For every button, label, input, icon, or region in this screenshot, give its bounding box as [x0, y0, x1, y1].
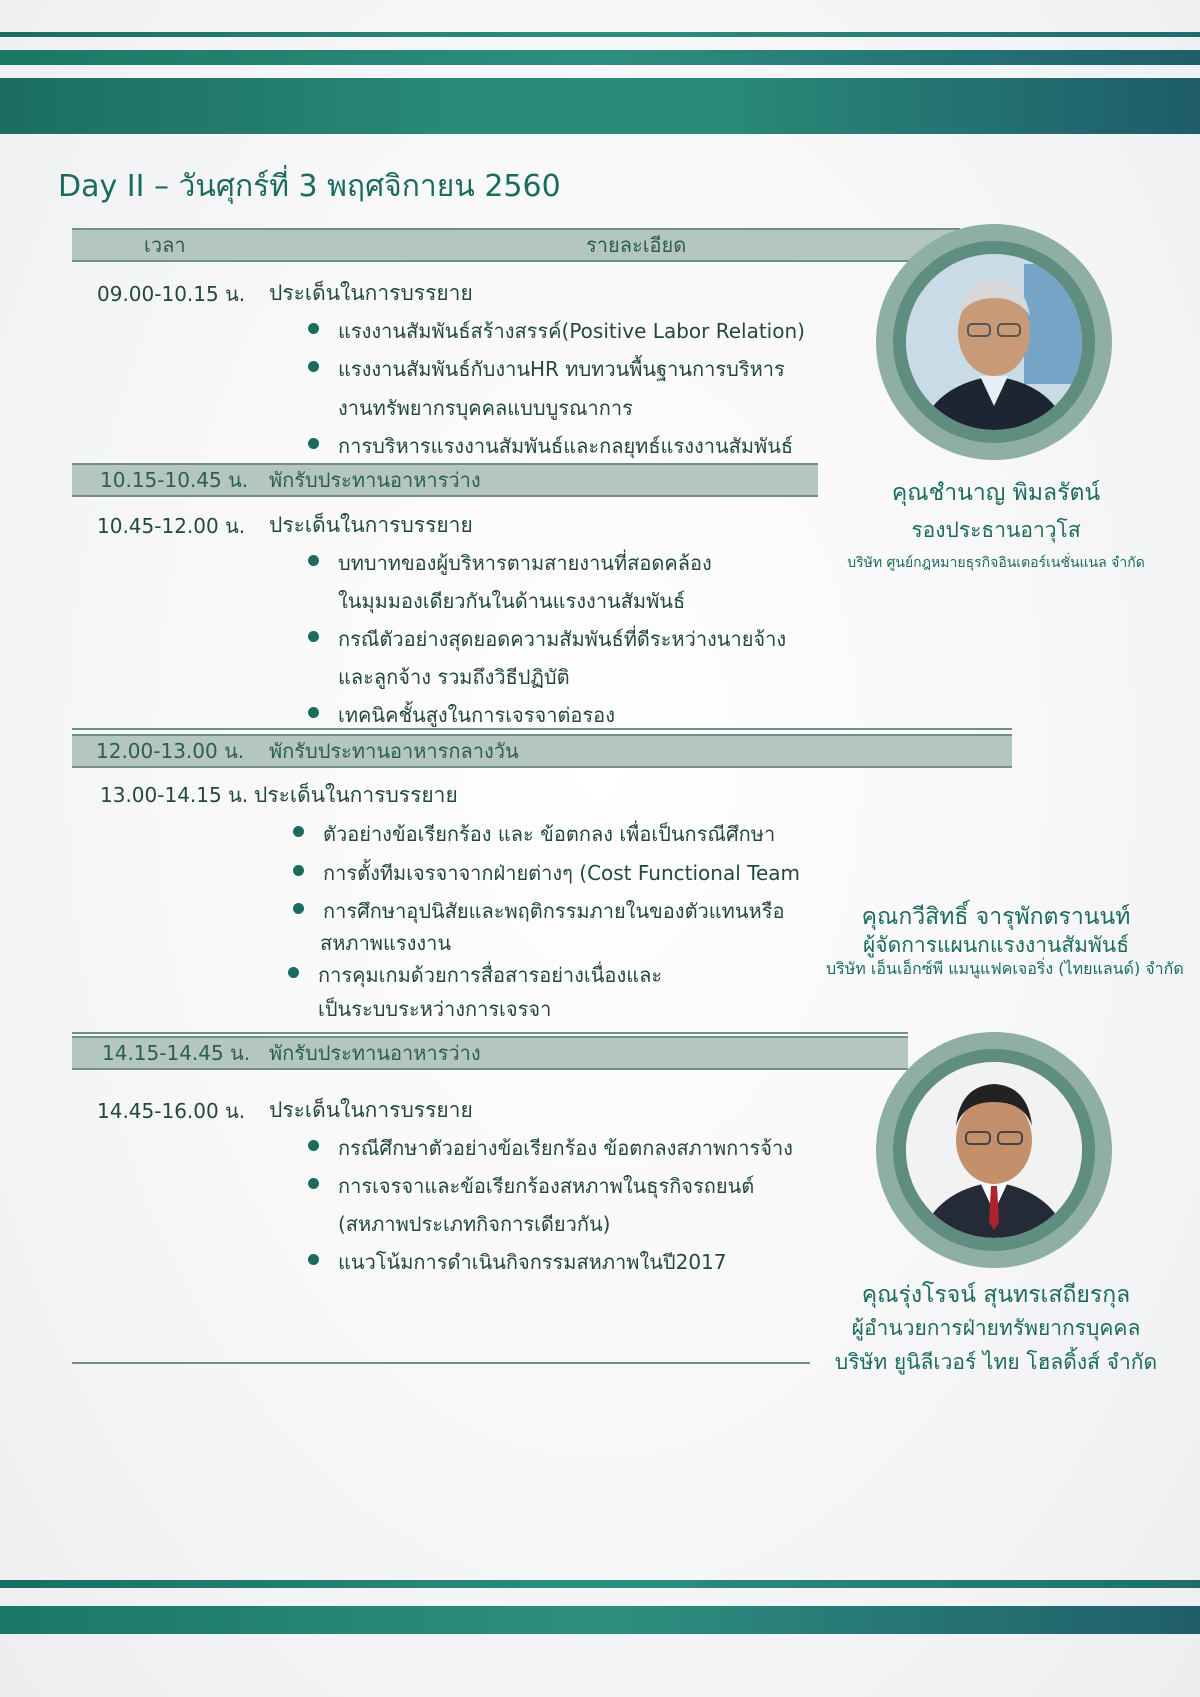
session-item: แนวโน้มการดำเนินกิจกรรมสหภาพในปี2017	[338, 1246, 727, 1278]
table-header	[72, 228, 960, 262]
break-bar	[72, 1036, 908, 1070]
session-item: การเจรจาและข้อเรียกร้องสหภาพในธุรกิจรถยนต์	[338, 1170, 754, 1202]
bullet-dot-icon	[308, 1178, 319, 1189]
header-time: เวลา	[144, 233, 186, 257]
session-item-cont: และลูกจ้าง รวมถึงวิธีปฏิบัติ	[338, 665, 570, 689]
session-item: การคุมเกมด้วยการสื่อสารอย่างเนื่องและ	[318, 959, 662, 991]
session-topic: ประเด็นในการบรรยาย	[269, 513, 473, 537]
speaker-role: รองประธานอาวุโส	[911, 518, 1081, 542]
break-time: 12.00-13.00 น.	[96, 739, 245, 763]
bullet-dot-icon	[308, 361, 319, 372]
session-topic: ประเด็นในการบรรยาย	[269, 1098, 473, 1122]
divider-line	[72, 728, 1012, 730]
speaker-role: ผู้จัดการแผนกแรงงานสัมพันธ์	[862, 933, 1130, 957]
speaker-name: คุณกวีสิทธิ์ จารุพักตรานนท์	[861, 904, 1131, 930]
bullet-dot-icon	[293, 865, 304, 876]
session-item-cont: งานทรัพยากรบุคคลแบบบูรณาการ	[338, 396, 633, 420]
break-bar	[72, 734, 1012, 768]
bottom-divider-line	[72, 1362, 810, 1364]
speaker-org: บริษัท เอ็นเอ็กซ์พี แมนูแฟคเจอริ่ง (ไทยแลนด์) จำกัด	[826, 959, 1184, 978]
bullet-dot-icon	[293, 826, 304, 837]
bullet-dot-icon	[288, 967, 299, 978]
speaker-portrait-icon	[906, 1062, 1082, 1238]
session-item-cont: ในมุมมองเดียวกันในด้านแรงงานสัมพันธ์	[338, 589, 686, 613]
header-detail: รายละเอียด	[586, 233, 687, 257]
top-mid-stripe	[0, 50, 1200, 65]
bullet-dot-icon	[308, 707, 319, 718]
session-item: การศึกษาอุปนิสัยและพฤติกรรมภายในของตัวแทนหรือ	[323, 895, 784, 927]
break-time: 14.15-14.45 น.	[102, 1041, 251, 1065]
session-item-cont: สหภาพแรงงาน	[320, 931, 452, 955]
speaker-role: ผู้อำนวยการฝ่ายทรัพยากรบุคคล	[851, 1316, 1141, 1340]
session-item-cont: เป็นระบบระหว่างการเจรจา	[318, 997, 552, 1021]
session-item: แรงงานสัมพันธ์กับงานHR ทบทวนพื้นฐานการบริหาร	[338, 353, 785, 385]
speaker-name: คุณรุ่งโรจน์ สุนทรเสถียรกุล	[861, 1282, 1131, 1308]
session-item: เทคนิคชั้นสูงในการเจรจาต่อรอง	[338, 699, 615, 731]
session-time: 09.00-10.15 น.	[97, 282, 246, 306]
session-time: 13.00-14.15 น.	[100, 783, 249, 807]
session-item: กรณีศึกษาตัวอย่างข้อเรียกร้อง ข้อตกลงสภาพการจ้าง	[338, 1132, 793, 1164]
break-label: พักรับประทานอาหารกลางวัน	[269, 739, 519, 763]
bullet-dot-icon	[308, 1140, 319, 1151]
bullet-dot-icon	[308, 1254, 319, 1265]
speaker-org: บริษัท ยูนิลีเวอร์ ไทย โฮลดิ้งส์ จำกัด	[834, 1350, 1158, 1374]
session-item: แรงงานสัมพันธ์สร้างสรรค์(Positive Labor Relation)	[338, 315, 805, 347]
session-item: ตัวอย่างข้อเรียกร้อง และ ข้อตกลง เพื่อเป็นกรณีศึกษา	[323, 818, 775, 850]
break-label: พักรับประทานอาหารว่าง	[269, 1041, 481, 1065]
bottom-banner-stripe	[0, 1606, 1200, 1634]
bullet-dot-icon	[293, 903, 304, 914]
session-topic: ประเด็นในการบรรยาย	[254, 783, 458, 807]
break-bar	[72, 463, 818, 497]
session-item-cont: (สหภาพประเภทกิจการเดียวกัน)	[338, 1212, 611, 1236]
break-label: พักรับประทานอาหารว่าง	[269, 468, 481, 492]
bullet-dot-icon	[308, 555, 319, 566]
speaker-org: บริษัท ศูนย์กฎหมายธุรกิจอินเตอร์เนชั่นแนล จำกัด	[847, 555, 1145, 571]
session-item: การบริหารแรงงานสัมพันธ์และกลยุทธ์แรงงานสัมพันธ์	[338, 430, 793, 462]
speaker-photo	[876, 224, 1112, 460]
session-item: การตั้งทีมเจรจาจากฝ่ายต่างๆ (Cost Functional Team	[323, 857, 800, 889]
top-banner-stripe	[0, 78, 1200, 134]
session-time: 10.45-12.00 น.	[97, 514, 246, 538]
speaker-name: คุณชำนาญ พิมลรัตน์	[891, 480, 1101, 506]
speaker-photo	[876, 1032, 1112, 1268]
session-item: กรณีตัวอย่างสุดยอดความสัมพันธ์ที่ดีระหว่างนายจ้าง	[338, 623, 786, 655]
session-time: 14.45-16.00 น.	[97, 1099, 246, 1123]
bottom-thin-stripe	[0, 1580, 1200, 1588]
session-item: บทบาทของผู้บริหารตามสายงานที่สอดคล้อง	[338, 547, 712, 579]
speaker-portrait-icon	[906, 254, 1082, 430]
session-topic: ประเด็นในการบรรยาย	[269, 281, 473, 305]
page-title: Day II – วันศุกร์ที่ 3 พฤศจิกายน 2560	[58, 169, 561, 204]
break-time: 10.15-10.45 น.	[100, 468, 249, 492]
bullet-dot-icon	[308, 631, 319, 642]
top-thin-stripe	[0, 32, 1200, 37]
bullet-dot-icon	[308, 323, 319, 334]
divider-line	[72, 1032, 908, 1034]
bullet-dot-icon	[308, 438, 319, 449]
